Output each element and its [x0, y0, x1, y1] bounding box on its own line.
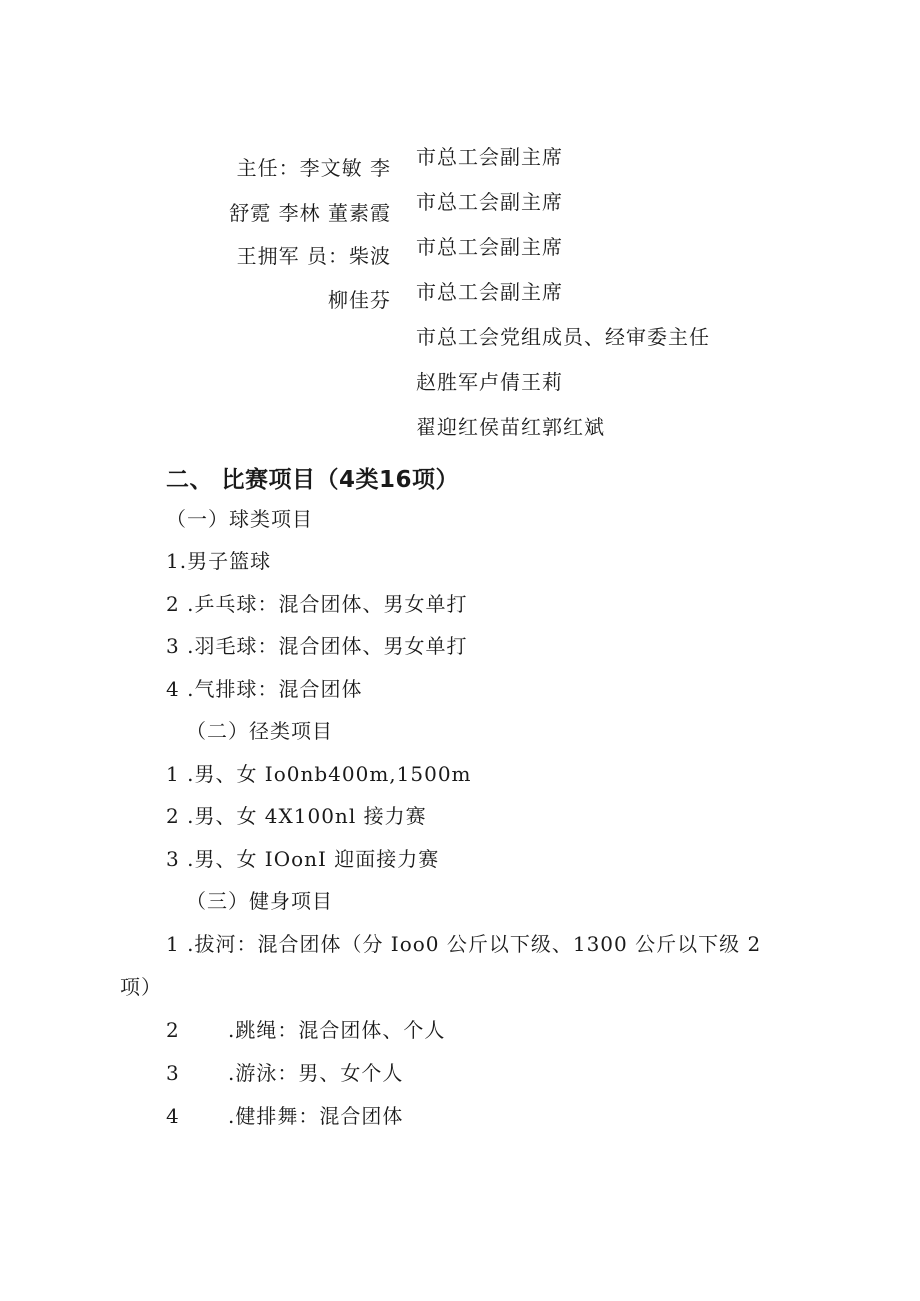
list-item: 1 .拔河：混合团体（分 Ioo0 公斤以下级、1300 公斤以下级 2 [166, 932, 762, 956]
list-item-number: 2 [166, 1018, 180, 1042]
list-item: 2 .男、女 4X100nl 接力赛 [166, 804, 427, 828]
committee-right-line-4: 市总工会副主席 [416, 280, 563, 304]
committee-right-line-3: 市总工会副主席 [416, 235, 563, 259]
group-heading-track: （二）径类项目 [186, 719, 333, 743]
committee-right-line-6: 赵胜军卢倩王莉 [416, 370, 563, 394]
list-item: 1 .男、女 Io0nb400m,1500m [166, 762, 472, 786]
committee-right-line-2: 市总工会副主席 [416, 190, 563, 214]
list-item: 4 .气排球：混合团体 [166, 677, 363, 701]
group-heading-ball: （一）球类项目 [166, 507, 313, 531]
list-item-number: 4 [166, 1104, 180, 1128]
section-title: 二、 比赛项目（4类16项） [166, 467, 460, 493]
list-item: 1.男子篮球 [166, 549, 272, 573]
committee-right-line-1: 市总工会副主席 [416, 145, 563, 169]
committee-left-line-1: 主任：李文敏 李 [236, 156, 391, 180]
committee-left-line-3: 王拥军 员：柴波 [236, 244, 391, 268]
committee-right-line-7: 翟迎红侯苗红郭红斌 [416, 415, 605, 439]
group-heading-fitness: （三）健身项目 [186, 889, 333, 913]
list-item-text: .游泳：男、女个人 [228, 1061, 404, 1085]
list-item: 3 .羽毛球：混合团体、男女单打 [166, 634, 468, 658]
list-item-text: .健排舞：混合团体 [228, 1104, 404, 1128]
committee-right-line-5: 市总工会党组成员、经审委主任 [416, 325, 710, 349]
list-item: 3 .男、女 IOonI 迎面接力赛 [166, 847, 440, 871]
list-item-continuation: 项） [120, 975, 162, 999]
committee-left-line-2: 舒霓 李林 董素霞 [229, 201, 391, 225]
list-item-text: .跳绳：混合团体、个人 [228, 1018, 446, 1042]
committee-left-line-4: 柳佳芬 [328, 288, 391, 312]
list-item: 2 .乒乓球：混合团体、男女单打 [166, 592, 468, 616]
list-item-number: 3 [166, 1061, 180, 1085]
